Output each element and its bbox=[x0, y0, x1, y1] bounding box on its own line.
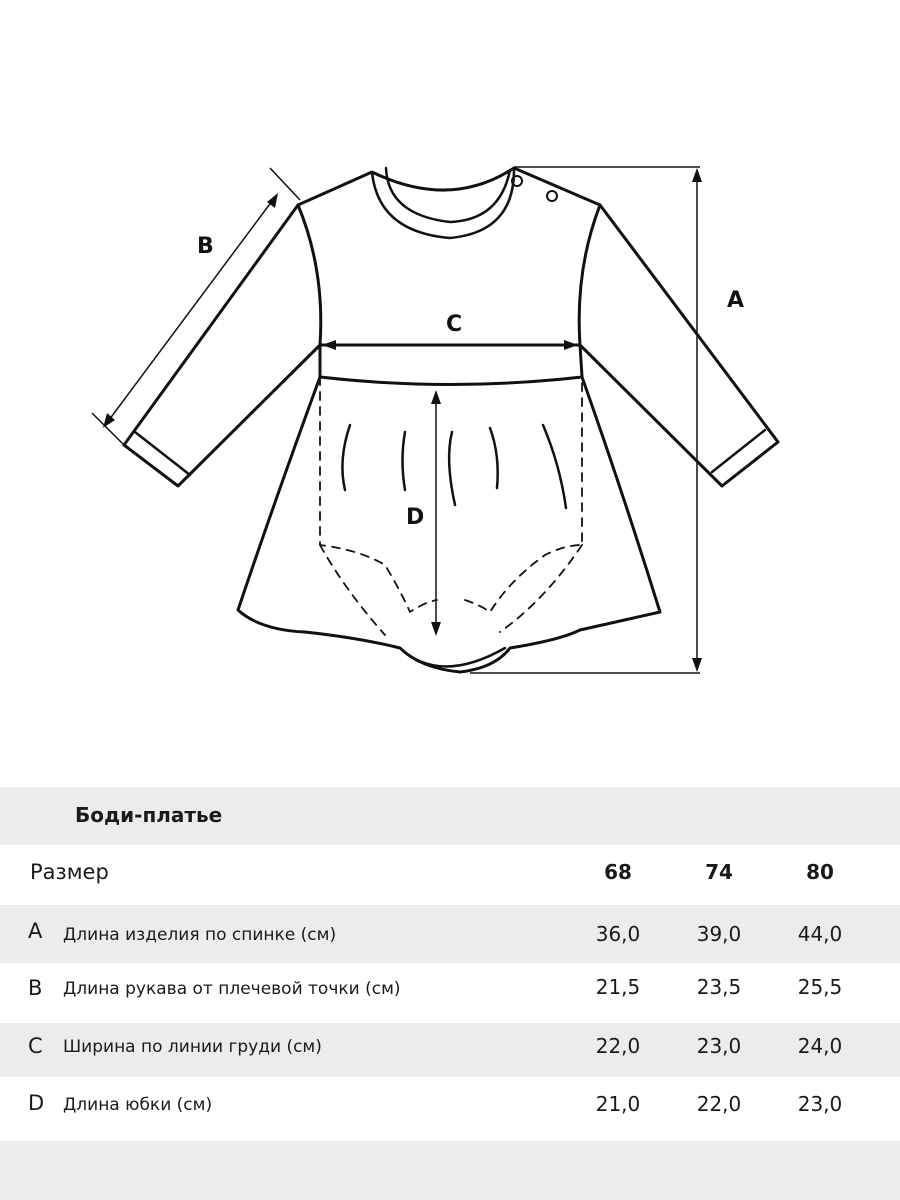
left-sleeve bbox=[124, 205, 320, 486]
row-code: D bbox=[28, 1091, 45, 1115]
row-value: 23,5 bbox=[696, 975, 742, 999]
row-value: 22,0 bbox=[696, 1092, 742, 1116]
table-title: Боди-платье bbox=[75, 803, 223, 827]
waistband bbox=[320, 345, 582, 385]
row-value: 44,0 bbox=[797, 922, 843, 946]
row-label: Длина изделия по спинке (см) bbox=[63, 925, 337, 945]
snap bbox=[547, 191, 557, 201]
row-value: 24,0 bbox=[797, 1034, 843, 1058]
row-value: 36,0 bbox=[595, 922, 641, 946]
dimension-label-c: C bbox=[446, 312, 463, 337]
row-value: 23,0 bbox=[696, 1034, 742, 1058]
table-row bbox=[0, 963, 900, 1023]
row-code: A bbox=[28, 919, 43, 943]
dimension-label-d: D bbox=[406, 505, 425, 530]
row-code: B bbox=[28, 976, 43, 1000]
size-header-label: Размер bbox=[30, 860, 109, 884]
skirt-outline bbox=[238, 377, 660, 672]
row-label: Ширина по линии груди (см) bbox=[63, 1037, 322, 1057]
table-row bbox=[0, 1077, 900, 1141]
row-value: 23,0 bbox=[797, 1092, 843, 1116]
hidden-body-dashed bbox=[320, 377, 582, 612]
row-label: Длина юбки (см) bbox=[63, 1095, 213, 1115]
table-row bbox=[0, 1023, 900, 1077]
row-value: 25,5 bbox=[797, 975, 843, 999]
row-value: 21,0 bbox=[595, 1092, 641, 1116]
row-value: 39,0 bbox=[696, 922, 742, 946]
size-header-row bbox=[0, 845, 900, 905]
size-68: 68 bbox=[604, 860, 632, 884]
size-74: 74 bbox=[705, 860, 733, 884]
dimension-b-line bbox=[106, 197, 275, 424]
table-footer-band bbox=[0, 1141, 900, 1200]
dimension-label-b: B bbox=[197, 234, 214, 259]
row-code: C bbox=[28, 1034, 43, 1058]
size-80: 80 bbox=[806, 860, 834, 884]
row-value: 21,5 bbox=[595, 975, 641, 999]
dimension-label-a: A bbox=[727, 288, 745, 313]
table-title-row bbox=[0, 787, 900, 845]
table-row bbox=[0, 905, 900, 963]
neck-rib bbox=[386, 168, 510, 222]
row-label: Длина рукава от плечевой точки (см) bbox=[63, 979, 401, 999]
row-value: 22,0 bbox=[595, 1034, 641, 1058]
